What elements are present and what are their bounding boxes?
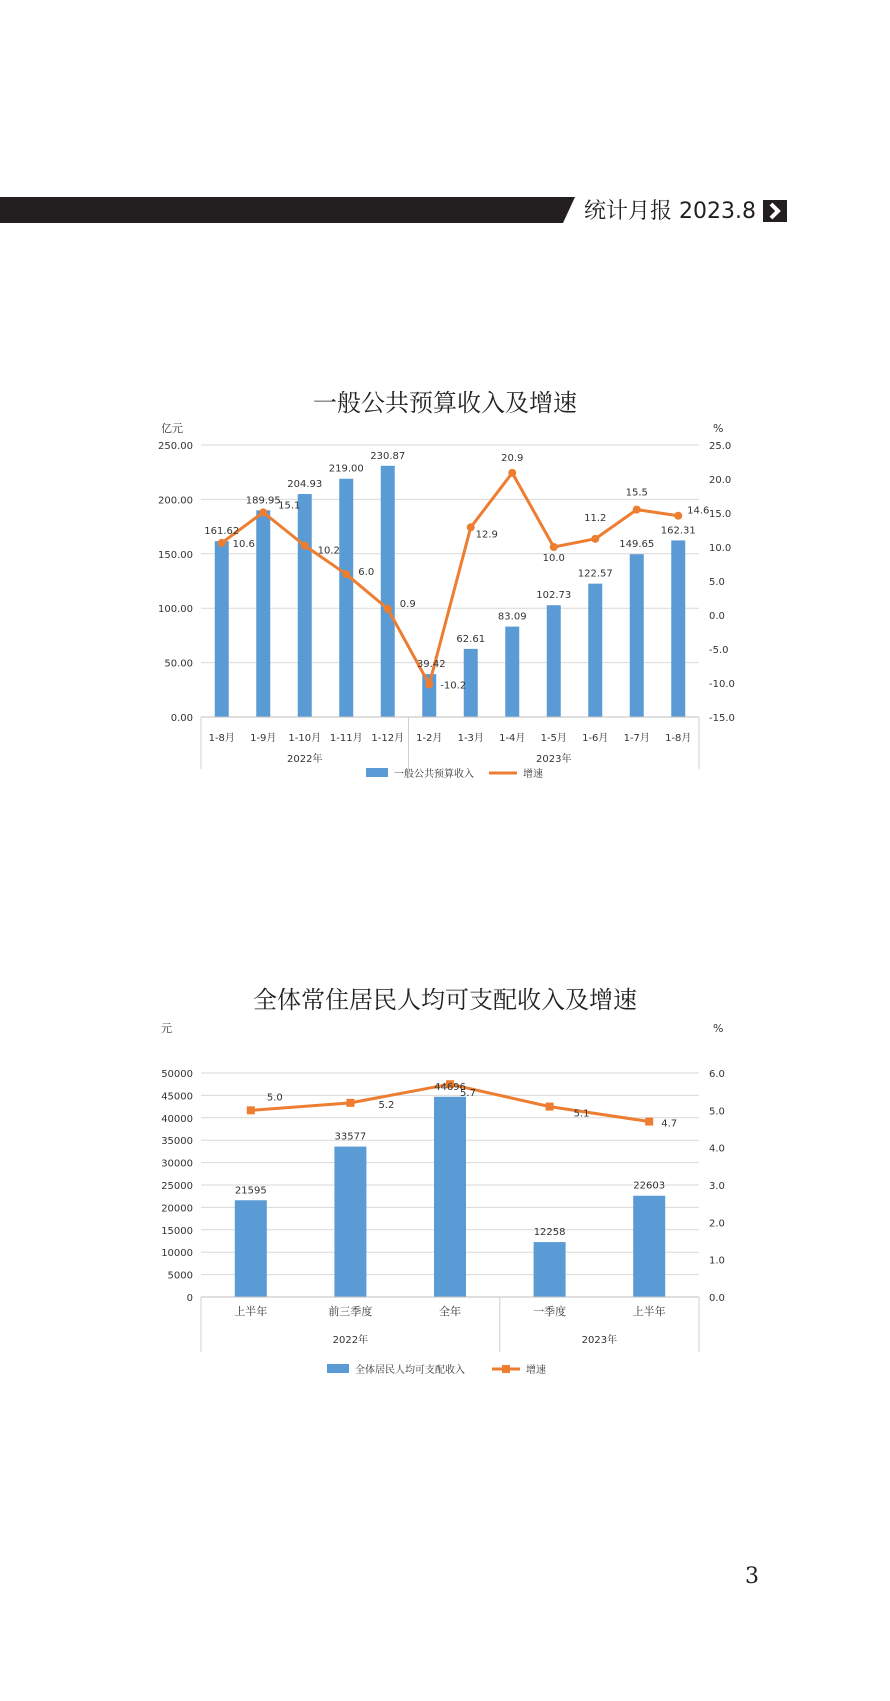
y-tick-label: 45000 xyxy=(161,1091,193,1103)
category-label: 1-6月 xyxy=(582,733,609,744)
y-tick-label: 20000 xyxy=(161,1203,193,1215)
line-data-label: 6.0 xyxy=(358,567,375,579)
bar-data-label: 62.61 xyxy=(456,633,486,645)
line-data-label: 0.9 xyxy=(399,598,416,610)
y2-tick-label: 0.0 xyxy=(709,611,725,622)
chart1 xyxy=(0,410,890,780)
y-tick-label: 50000 xyxy=(161,1069,193,1080)
legend-line-label: 增速 xyxy=(526,1365,546,1376)
chart2 xyxy=(0,1010,890,1376)
y2-tick-label: 1.0 xyxy=(709,1255,725,1267)
y-tick-label: 5000 xyxy=(167,1270,193,1282)
line-data-label: 10.6 xyxy=(232,538,255,550)
line-data-label: 14.6 xyxy=(687,505,710,517)
category-label: 1-12月 xyxy=(371,733,405,744)
bar-data-label: 149.65 xyxy=(619,539,655,551)
y-tick-label: 40000 xyxy=(161,1113,193,1125)
y-tick-label: 50.00 xyxy=(164,658,193,670)
y-axis-unit: 亿元 xyxy=(161,422,183,435)
legend-bar-label: 一般公共预算收入 xyxy=(394,769,474,780)
category-label: 全年 xyxy=(439,1305,461,1318)
group-label: 2023年 xyxy=(581,1335,618,1346)
line-marker xyxy=(301,542,309,550)
bar xyxy=(235,1200,267,1297)
legend-bar-swatch xyxy=(327,1364,349,1373)
y2-tick-label: 25.0 xyxy=(709,441,732,452)
bar xyxy=(215,541,229,717)
category-label: 上半年 xyxy=(234,1305,268,1318)
bar-data-label: 21595 xyxy=(234,1185,267,1197)
y-tick-label: 30000 xyxy=(161,1158,193,1170)
page-number: 3 xyxy=(745,1564,759,1589)
category-label: 1-11月 xyxy=(329,733,363,744)
y-tick-label: 0.00 xyxy=(170,713,193,724)
bar xyxy=(547,605,561,717)
line-marker xyxy=(467,523,475,531)
y-axis-unit: 元 xyxy=(161,1022,172,1035)
bar-data-label: 230.87 xyxy=(370,450,406,462)
line-marker xyxy=(247,1106,255,1114)
category-label: 前三季度 xyxy=(328,1305,373,1318)
category-label: 1-8月 xyxy=(665,733,692,744)
y-tick-label: 200.00 xyxy=(158,495,193,507)
y2-tick-label: -10.0 xyxy=(709,679,735,690)
line-marker xyxy=(384,605,392,613)
line-marker xyxy=(546,1103,554,1111)
bar xyxy=(505,627,519,717)
line-data-label: 5.2 xyxy=(378,1099,395,1111)
category-label: 1-9月 xyxy=(250,733,277,744)
line-marker xyxy=(633,506,641,514)
line-marker xyxy=(550,543,558,551)
y-tick-label: 35000 xyxy=(161,1136,193,1148)
bar xyxy=(256,510,270,717)
line-marker xyxy=(342,570,350,578)
bar xyxy=(381,466,395,717)
line-data-label: 11.2 xyxy=(584,512,607,524)
line-data-label: 5.0 xyxy=(266,1092,283,1104)
line-data-label: 10.2 xyxy=(317,545,340,557)
bar-data-label: 33577 xyxy=(334,1131,367,1143)
y-tick-label: 25000 xyxy=(161,1181,193,1192)
category-label: 1-4月 xyxy=(499,733,526,744)
group-label: 2022年 xyxy=(287,754,323,765)
bar-data-label: 204.93 xyxy=(287,479,323,491)
y2-axis-unit: % xyxy=(713,422,724,435)
y-tick-label: 250.00 xyxy=(158,441,193,452)
bar-data-label: 122.57 xyxy=(577,568,613,580)
group-label: 2022年 xyxy=(332,1335,369,1346)
y2-tick-label: -15.0 xyxy=(709,713,735,724)
y-tick-label: 100.00 xyxy=(158,604,193,616)
line-marker xyxy=(259,508,267,516)
line-data-label: 4.7 xyxy=(661,1118,678,1130)
bar xyxy=(671,540,685,717)
bar-data-label: 102.73 xyxy=(536,590,572,602)
category-label: 1-5月 xyxy=(540,733,567,744)
bar-data-label: 189.95 xyxy=(245,495,281,507)
y2-tick-label: 3.0 xyxy=(709,1181,725,1192)
bar-data-label: 44696 xyxy=(434,1081,466,1093)
y2-tick-label: 0.0 xyxy=(709,1293,725,1304)
bar xyxy=(434,1097,466,1297)
bar-data-label: 162.31 xyxy=(660,525,696,537)
bar xyxy=(588,584,602,717)
line-data-label: 10.0 xyxy=(542,553,565,564)
y2-tick-label: 10.0 xyxy=(709,543,732,554)
line-marker xyxy=(425,680,433,688)
category-label: 1-7月 xyxy=(623,733,650,744)
line-data-label: 15.1 xyxy=(278,500,301,512)
y2-axis-unit: % xyxy=(713,1022,724,1035)
line-marker xyxy=(218,539,226,547)
legend-line-label: 增速 xyxy=(523,769,543,780)
legend-bar-label: 全体居民人均可支配收入 xyxy=(355,1365,465,1376)
chevron-right-icon xyxy=(763,200,787,222)
legend-bar-swatch xyxy=(366,768,388,777)
bar-data-label: 12258 xyxy=(533,1227,566,1239)
chart2-title: 全体常住居民人均可支配收入及增速 xyxy=(253,986,637,1014)
line-data-label: 12.9 xyxy=(475,529,498,541)
y2-tick-label: 4.0 xyxy=(709,1143,725,1155)
line-marker xyxy=(645,1118,653,1126)
bar xyxy=(334,1147,366,1297)
category-label: 上半年 xyxy=(632,1305,666,1318)
category-label: 1-8月 xyxy=(208,733,235,744)
y2-tick-label: 5.0 xyxy=(709,577,725,588)
bar xyxy=(630,554,644,717)
line-data-label: -10.2 xyxy=(440,680,467,692)
publication-title: 统计月报 2023.8 xyxy=(584,199,756,224)
category-label: 1-3月 xyxy=(457,733,484,744)
category-label: 1-10月 xyxy=(288,733,322,744)
bar-data-label: 22603 xyxy=(633,1180,666,1192)
chart1-title: 一般公共预算收入及增速 xyxy=(313,389,577,417)
y2-tick-label: 5.0 xyxy=(709,1106,725,1118)
line-data-label: 5.7 xyxy=(460,1088,476,1100)
line-data-label: 20.9 xyxy=(501,452,524,464)
bar xyxy=(633,1196,665,1297)
bar xyxy=(298,494,312,717)
line-data-label: 5.1 xyxy=(573,1108,590,1120)
line-marker xyxy=(508,469,516,477)
line-data-label: 15.5 xyxy=(625,487,648,499)
bar-data-label: 83.09 xyxy=(497,611,527,623)
bar-data-label: 219.00 xyxy=(328,463,364,475)
line-marker xyxy=(346,1099,354,1107)
y-tick-label: 0 xyxy=(186,1293,193,1304)
header-band xyxy=(0,197,575,223)
y-tick-label: 10000 xyxy=(161,1248,193,1260)
y2-tick-label: 2.0 xyxy=(709,1218,725,1230)
bar xyxy=(339,479,353,717)
y-tick-label: 150.00 xyxy=(158,549,193,561)
line-marker xyxy=(674,512,682,520)
bar-data-label: 161.62 xyxy=(204,526,240,538)
category-label: 1-2月 xyxy=(416,733,443,744)
category-label: 一季度 xyxy=(533,1305,567,1318)
legend-line-marker xyxy=(502,1365,510,1373)
line-marker xyxy=(591,535,599,543)
y2-tick-label: 15.0 xyxy=(709,509,732,520)
y-tick-label: 15000 xyxy=(161,1225,193,1237)
y2-tick-label: 6.0 xyxy=(709,1069,725,1080)
group-label: 2023年 xyxy=(536,754,572,765)
y2-tick-label: 20.0 xyxy=(709,475,732,486)
y2-tick-label: -5.0 xyxy=(709,645,729,656)
bar-data-label: 39.42 xyxy=(416,659,446,671)
bar xyxy=(534,1242,566,1297)
